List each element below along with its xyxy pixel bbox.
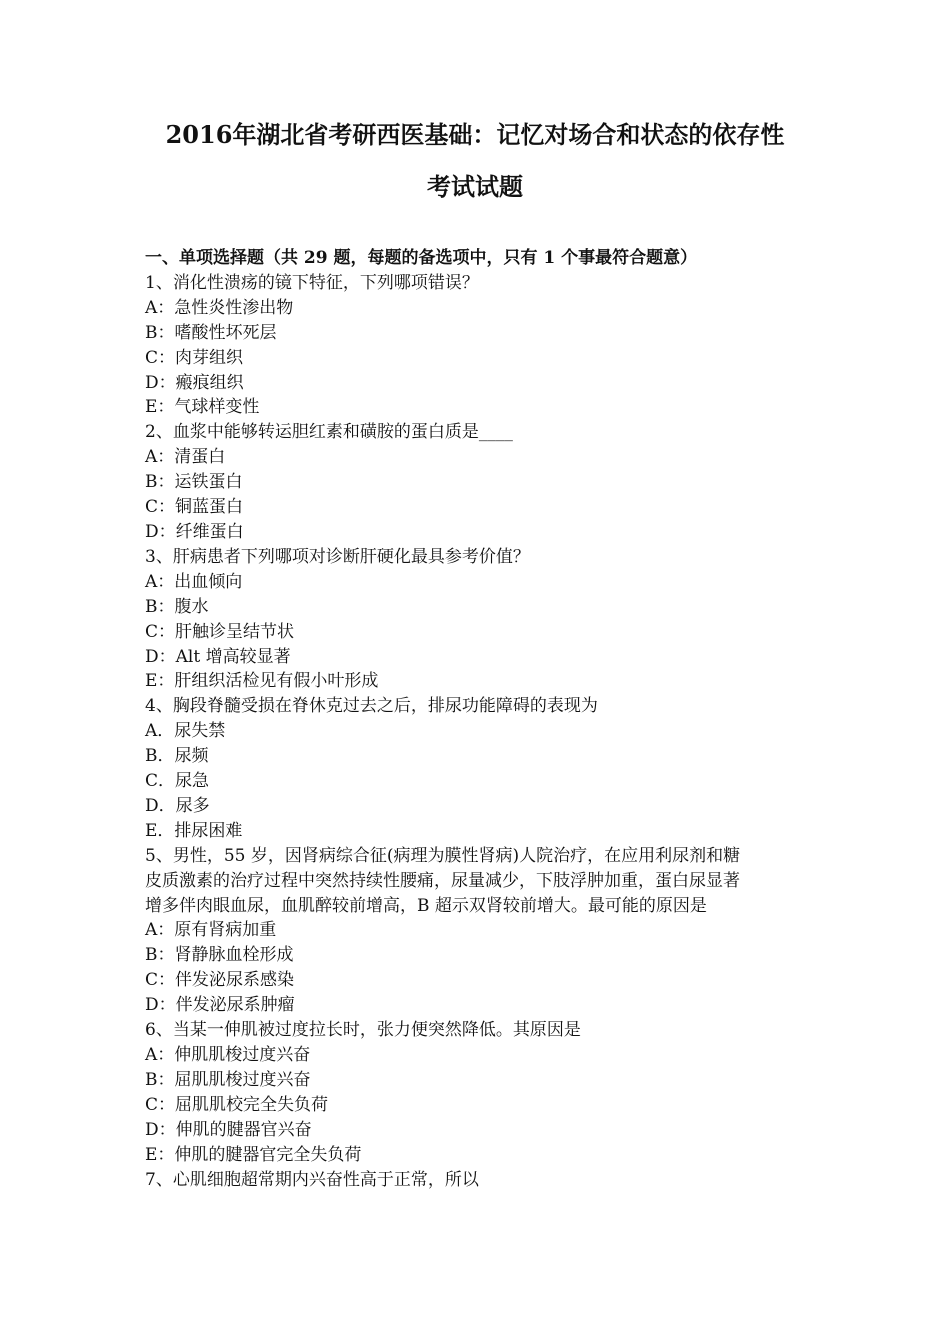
question-stem-line: 增多伴肉眼血尿，血肌醉较前增高，B 超示双肾较前增大。最可能的原因是 xyxy=(145,895,707,916)
question-option: A：清蛋白 xyxy=(145,447,226,468)
question-option: C：屈肌肌校完全失负荷 xyxy=(145,1094,329,1115)
question-option: D：纤维蛋白 xyxy=(145,521,244,542)
question-option: D：Alt 增高较显著 xyxy=(145,646,291,667)
question-option: D：伴发泌尿系肿瘤 xyxy=(145,995,295,1016)
question-option: A：急性炎性渗出物 xyxy=(145,297,294,318)
question-option: A：原有肾病加重 xyxy=(145,920,277,941)
question-option: C．尿急 xyxy=(145,771,210,792)
question-option: B：肾静脉血栓形成 xyxy=(145,945,294,966)
document-body xyxy=(145,246,825,1192)
question-option: B．尿频 xyxy=(145,746,209,767)
question-option: D：伸肌的腱器官兴奋 xyxy=(145,1119,312,1140)
question-stem: 1、消化性溃疡的镜下特征，下列哪项错误？ xyxy=(145,272,479,293)
question-stem: 3、肝病患者下列哪项对诊断肝硬化最具参考价值？ xyxy=(145,546,530,567)
question-stem: 6、当某一伸肌被过度拉长时，张力便突然降低。其原因是 xyxy=(145,1020,581,1041)
question-option: C：伴发泌尿系感染 xyxy=(145,970,295,991)
question-option: E．排尿困难 xyxy=(145,820,243,841)
question-option: C：肝触诊呈结节状 xyxy=(145,621,295,642)
question-option: D．尿多 xyxy=(145,795,210,816)
question-option: B：腹水 xyxy=(145,596,209,617)
section-heading: 一、单项选择题（共 29 题，每题的备选项中，只有 1 个事最符合题意） xyxy=(145,248,698,268)
question-option: E：气球样变性 xyxy=(145,397,260,418)
question-stem: 7、心肌细胞超常期内兴奋性高于正常，所以 xyxy=(145,1169,479,1190)
question-stem: 2、血浆中能够转运胆红素和磺胺的蛋白质是____ xyxy=(145,422,513,443)
question-stem-line: 5、男性，55 岁，因肾病综合征(病理为膜性肾病)人院治疗，在应用利尿剂和糖 xyxy=(145,845,741,866)
question-option: A．尿失禁 xyxy=(145,721,226,742)
document-title-line-1: 2016年湖北省考研西医基础：记忆对场合和状态的依存性 xyxy=(165,120,785,149)
question-option: C：铜蓝蛋白 xyxy=(145,497,244,518)
question-option: B：运铁蛋白 xyxy=(145,472,243,493)
question-option: A：伸肌肌梭过度兴奋 xyxy=(145,1045,311,1065)
question-option: C：肉芽组织 xyxy=(145,347,244,368)
question-option: B：嗜酸性坏死层 xyxy=(145,322,277,343)
document-title-line-2: 考试试题 xyxy=(427,172,523,201)
question-option: D：瘢痕组织 xyxy=(145,372,244,393)
question-stem-line: 皮质激素的治疗过程中突然持续性腰痛，尿量减少，下肢浮肿加重，蛋白尿显著 xyxy=(145,870,740,891)
question-stem: 4、胸段脊髓受损在脊休克过去之后，排尿功能障碍的表现为 xyxy=(145,696,598,717)
question-option: E：伸肌的腱器官完全失负荷 xyxy=(145,1144,362,1165)
question-option: B：屈肌肌梭过度兴奋 xyxy=(145,1069,311,1090)
question-option: E：肝组织活检见有假小叶形成 xyxy=(145,671,379,692)
question-option: A：出血倾向 xyxy=(145,571,243,592)
